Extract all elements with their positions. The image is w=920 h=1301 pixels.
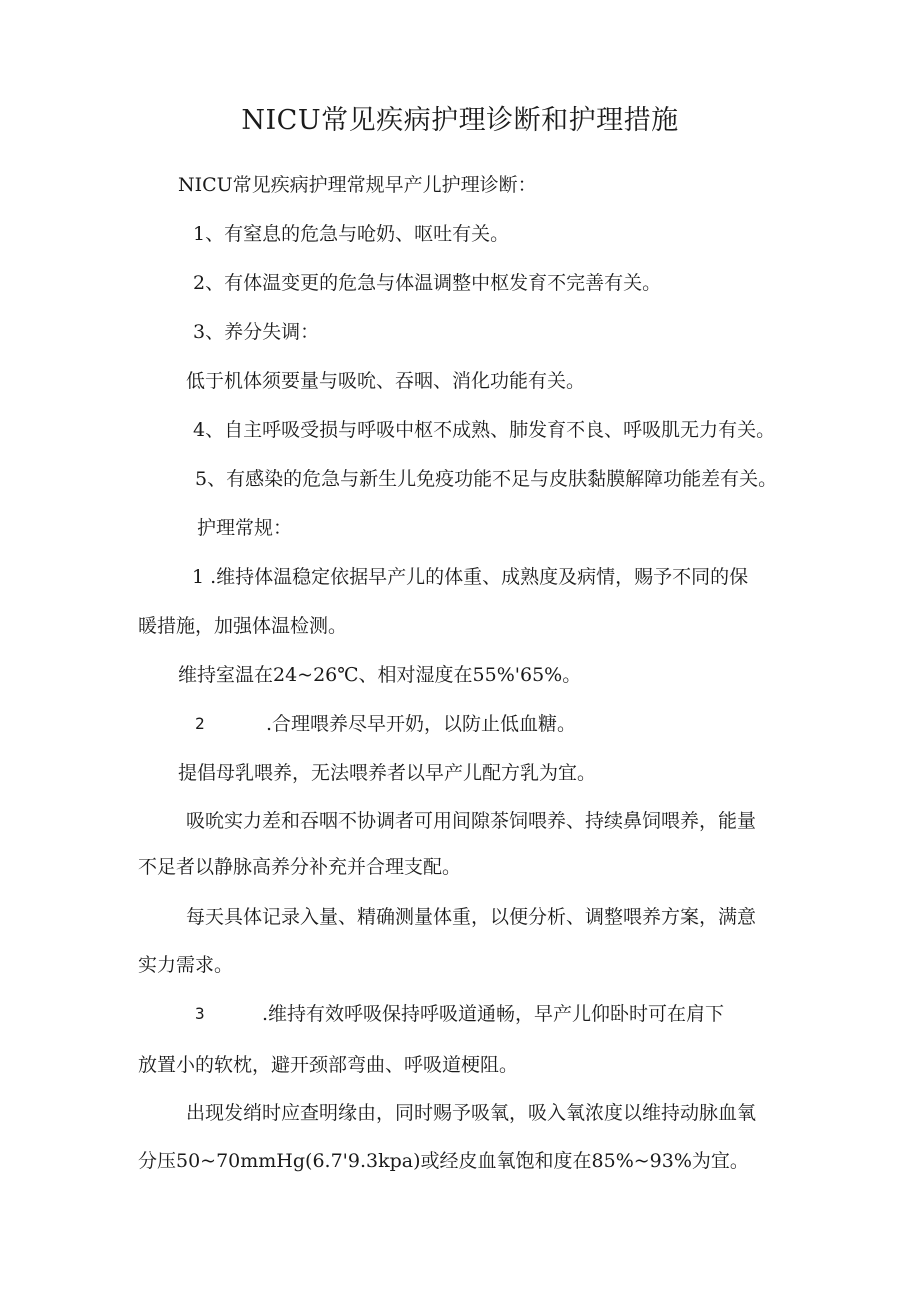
care-2-breastfeeding: 提倡母乳喂养，无法喂养者以早产儿配方乳为宜。 bbox=[178, 762, 597, 784]
diagnosis-4: 4、自主呼吸受损与呼吸中枢不成熟、肺发育不良、呼吸肌无力有关。 bbox=[193, 419, 776, 441]
care-1-line-2: 暖措施，加强体温检测。 bbox=[138, 615, 348, 637]
care-2-record-line-1: 每天具体记录入量、精确测量体重，以便分析、调整喂养方案，满意 bbox=[186, 906, 757, 928]
care-2-record-line-2: 实力需求。 bbox=[138, 954, 234, 976]
diagnosis-2: 2、有体温变更的危急与体温调整中枢发育不完善有关。 bbox=[193, 272, 662, 294]
diagnosis-3-detail: 低于机体须要量与吸吮、吞咽、消化功能有关。 bbox=[186, 370, 586, 392]
care-3-heading: .维持有效呼吸保持呼吸道通畅，早产儿仰卧时可在肩下 bbox=[262, 1003, 725, 1025]
document-title: NICU常见疾病护理诊断和护理措施 bbox=[241, 105, 679, 136]
care-1-room-temp: 维持室温在24~26℃、相对湿度在55%'65%。 bbox=[178, 664, 582, 686]
intro-line: NICU常见疾病护理常规早产儿护理诊断： bbox=[178, 174, 537, 196]
care-2-number: 2 bbox=[195, 714, 205, 733]
diagnosis-1: 1、有窒息的危急与呛奶、呕吐有关。 bbox=[193, 223, 510, 245]
diagnosis-3: 3、养分失调： bbox=[193, 321, 320, 343]
care-3-number: 3 bbox=[195, 1004, 205, 1023]
care-2-weak-suck-line-1: 吸吮实力差和吞咽不协调者可用间隙茶饲喂养、持续鼻饲喂养，能量 bbox=[186, 810, 757, 832]
care-2-heading: .合理喂养尽早开奶，以防止低血糖。 bbox=[266, 713, 577, 735]
care-heading: 护理常规： bbox=[197, 517, 293, 539]
care-1-line-1: 1 .维持体温稳定依据早产儿的体重、成熟度及病情，赐予不同的保 bbox=[192, 566, 749, 588]
diagnosis-5: 5、有感染的危急与新生儿免疫功能不足与皮肤黏膜解障功能差有关。 bbox=[195, 468, 778, 490]
care-3-cyanosis-line-1: 出现发绡时应查明缘由，同时赐予吸氧，吸入氧浓度以维持动脉血氧 bbox=[186, 1102, 757, 1124]
care-2-weak-suck-line-2: 不足者以静脉高养分补充并合理支配。 bbox=[138, 856, 462, 878]
care-3-pillow: 放置小的软枕，避开颈部弯曲、呼吸道梗阻。 bbox=[138, 1054, 519, 1076]
care-3-cyanosis-line-2: 分压50~70mmHg(6.7'9.3kpa)或经皮血氧饱和度在85%~93%为宜。 bbox=[138, 1150, 749, 1172]
